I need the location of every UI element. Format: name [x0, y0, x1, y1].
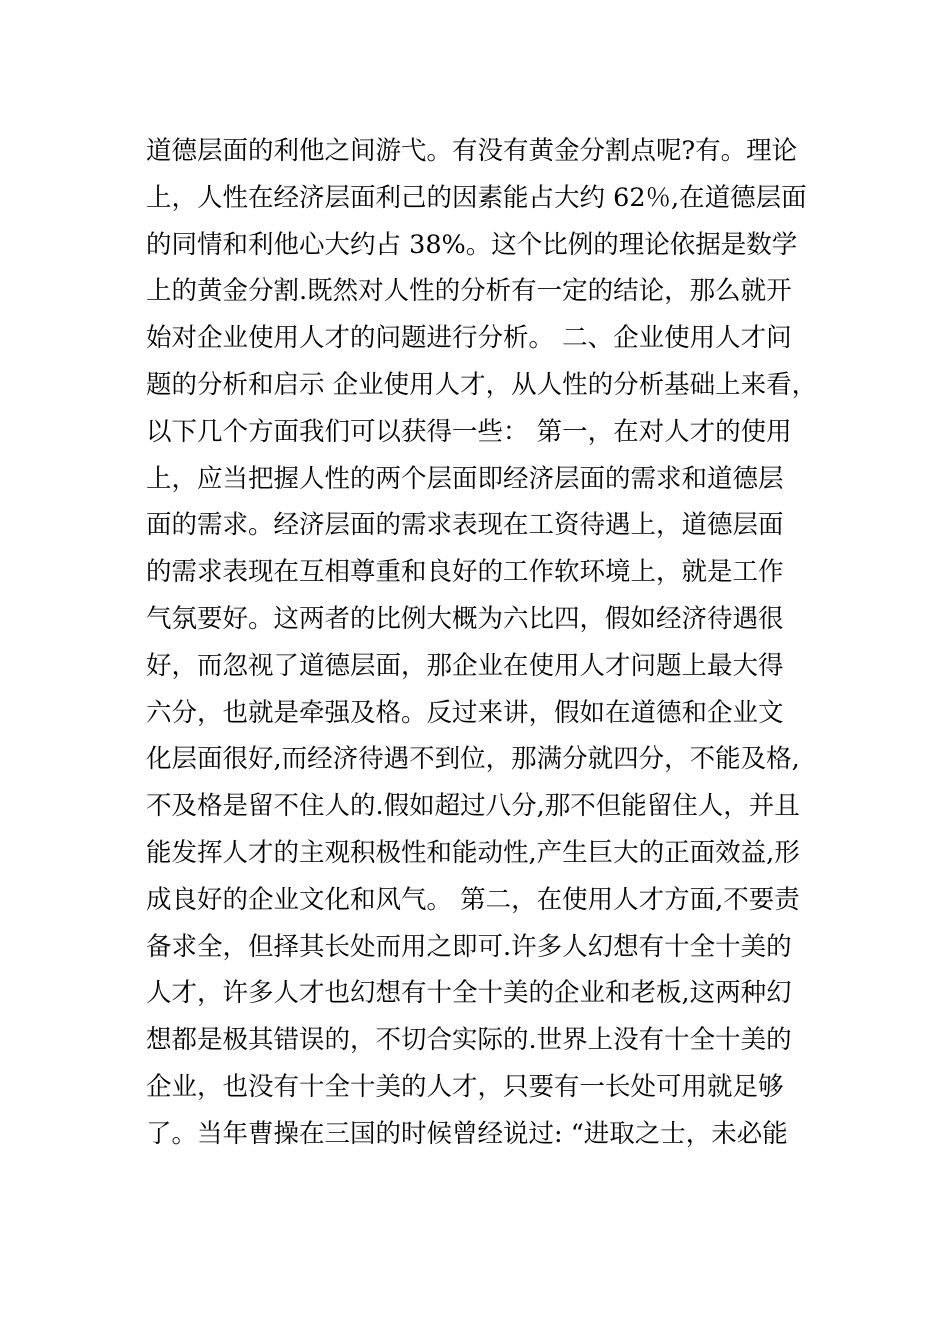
text-line: 以下几个方面我们可以获得一些： 第一，在对人才的使用	[146, 416, 792, 447]
text-line: 六分，也就是牵强及格。反过来讲，假如在道德和企业文	[146, 697, 784, 728]
text-line: 人才，许多人才也幻想有十全十美的企业和老板,这两种幻	[146, 978, 792, 1009]
body-text	[146, 128, 818, 1158]
text-line: 题的分析和启示 企业使用人才，从人性的分析基础上来看，	[146, 369, 818, 400]
text-line: 企业，也没有十全十美的人才，只要有一长处可用就足够	[146, 1071, 784, 1102]
text-line: 备求全，但择其长处而用之即可.许多人幻想有十全十美的	[146, 931, 792, 962]
text-line: 始对企业使用人才的问题进行分析。 二、企业使用人才问	[146, 323, 792, 354]
text-line: 成良好的企业文化和风气。 第二，在使用人才方面,不要责	[146, 884, 800, 915]
text-line: 化层面很好,而经济待遇不到位，那满分就四分，不能及格,	[146, 744, 800, 775]
text-line: 想都是极其错误的，不切合实际的.世界上没有十全十美的	[146, 1025, 792, 1056]
text-line: 面的需求。经济层面的需求表现在工资待遇上，道德层面	[146, 510, 784, 541]
text-line: 上，人性在经济层面利己的因素能占大约 62％,在道德层面	[146, 182, 807, 213]
text-line: 能发挥人才的主观积极性和能动性,产生巨大的正面效益,形	[146, 837, 800, 868]
text-line: 上的黄金分割.既然对人性的分析有一定的结论，那么就开	[146, 276, 792, 307]
text-line: 上，应当把握人性的两个层面即经济层面的需求和道德层	[146, 463, 784, 494]
text-line: 好，而忽视了道德层面，那企业在使用人才问题上最大得	[146, 650, 784, 681]
text-line: 道德层面的利他之间游弋。有没有黄金分割点呢?有。理论	[146, 136, 798, 166]
text-line: 不及格是留不住人的.假如超过八分,那不但能留住人，并且	[146, 791, 800, 822]
text-line: 气氛要好。这两者的比例大概为六比四，假如经济待遇很	[146, 603, 784, 634]
text-line: 了。当年曹操在三国的时候曾经说过: “进取之士，未必能	[146, 1118, 788, 1149]
text-line: 的同情和利他心大约占 38%。这个比例的理论依据是数学	[146, 229, 798, 260]
text-line: 的需求表现在互相尊重和良好的工作软环境上，就是工作	[146, 557, 784, 588]
